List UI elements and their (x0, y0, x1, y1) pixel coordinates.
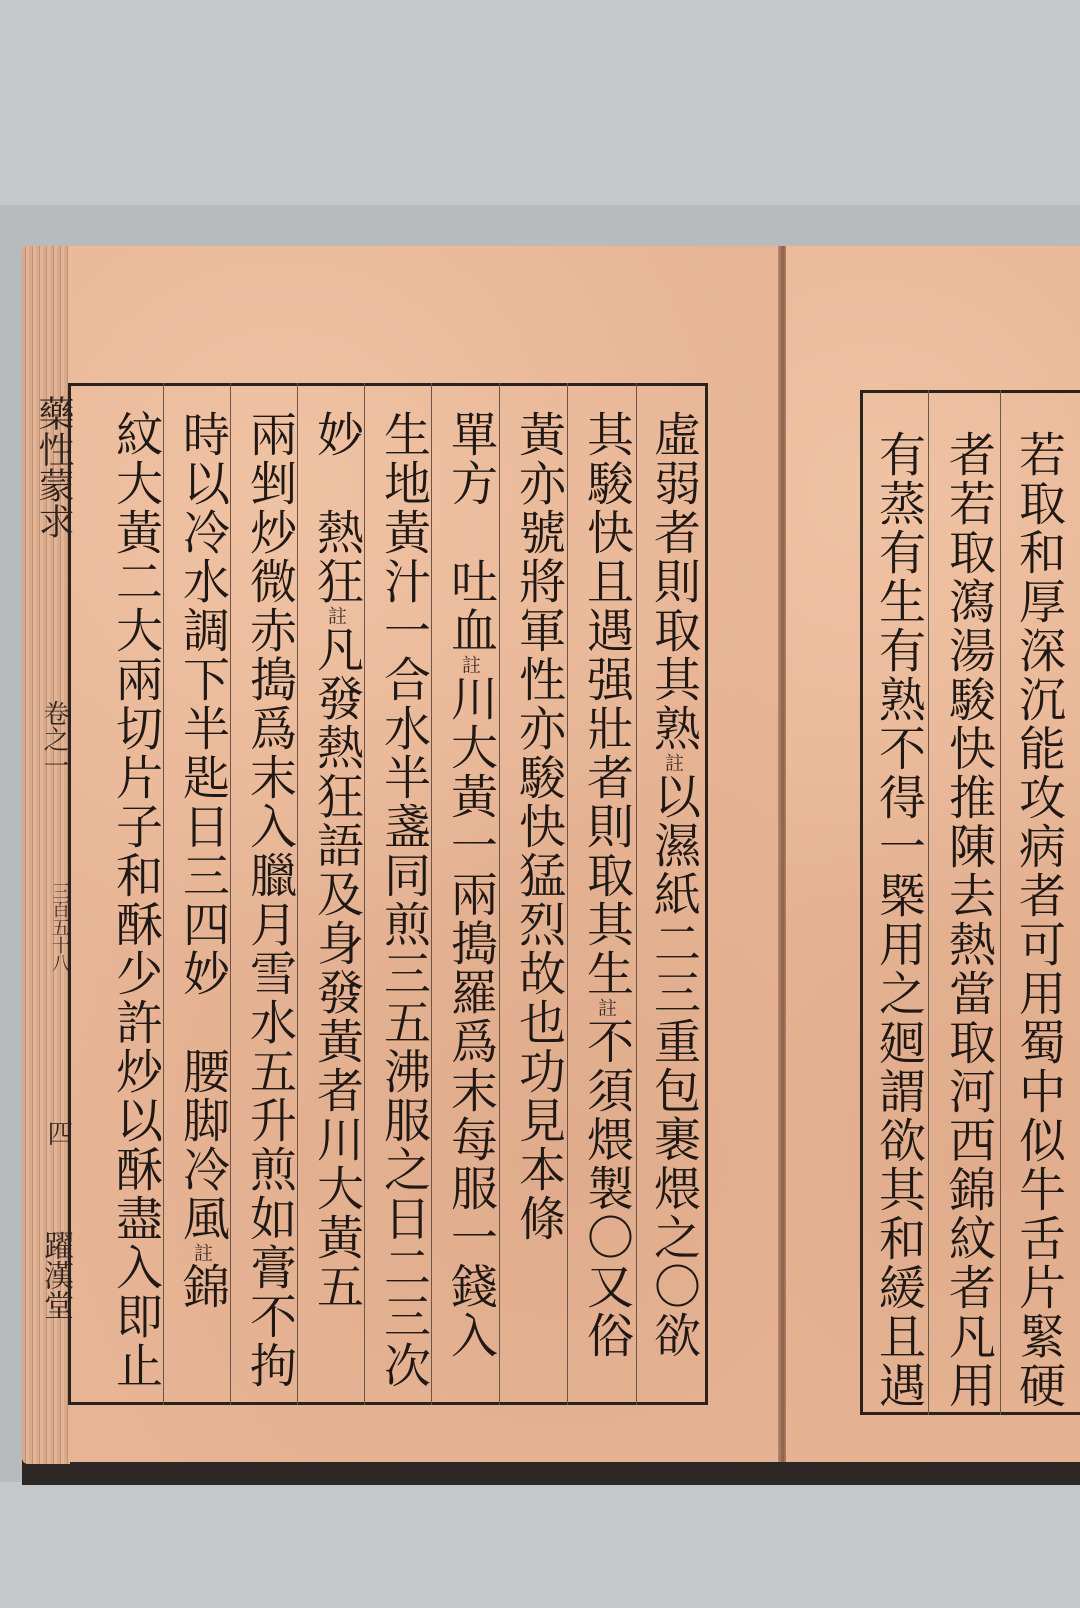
text-run: 錦 (175, 1262, 230, 1311)
text-column-4 (442, 410, 498, 1360)
column-rule (230, 383, 231, 1405)
text-run: 即止 (108, 1292, 163, 1390)
margin-leaf-number: 四 (43, 1120, 73, 1146)
spacer (443, 508, 498, 557)
column-rule (364, 383, 365, 1405)
margin-publisher: 躍漢堂 (38, 1230, 73, 1320)
text-run: 紋大黃二大兩切片子和酥少許炒以酥盡入 (108, 410, 163, 1292)
top-background (0, 0, 1080, 205)
column-rule (928, 390, 929, 1415)
text-column-9 (107, 410, 163, 1390)
annotation-mark: 註 (595, 998, 617, 1017)
text-run: 熱狂 (309, 508, 364, 606)
text-run: 不須煨製〇又 (579, 1017, 634, 1311)
annotation-mark: 註 (191, 1243, 213, 1262)
column-rule (567, 383, 568, 1405)
text-column-3 (510, 410, 566, 1243)
text-column-7 (241, 410, 297, 1390)
text-column-2 (578, 410, 634, 1360)
annotation-mark: 註 (662, 753, 684, 772)
text-run: 吐血 (443, 557, 498, 655)
column-rule (636, 383, 637, 1405)
text-run: 兩剉炒微赤搗爲末入臘月雪水五升煎如膏不拘 (242, 410, 297, 1390)
text-column-8 (174, 410, 230, 1311)
column-rule (297, 383, 298, 1405)
right-text-column-3 (870, 430, 926, 1410)
column-rule (163, 383, 164, 1405)
text-column-5 (375, 410, 431, 1390)
text-run: 者若取瀉湯駿快推陳去熱當取河西錦紋者凡用 (941, 430, 996, 1410)
margin-volume: 卷之一 (39, 700, 69, 778)
right-text-column-1 (1010, 430, 1066, 1410)
text-run: 川大黃一兩搗羅爲末每服一錢入 (443, 674, 498, 1360)
margin-title: 藥性蒙求 (33, 395, 74, 539)
bottom-background (0, 1482, 1080, 1608)
text-run: 其駿快且遇强壯者則取其生 (579, 410, 634, 998)
text-run: 生地黃汁一合水半盞同煎三五沸服之日二三次 (376, 410, 431, 1390)
text-run: 有蒸有生有熟不得一槩用之𢌞謂欲其和緩且遇 (871, 430, 926, 1410)
annotation-mark: 註 (459, 655, 481, 674)
text-run: 腰脚冷風 (175, 1047, 230, 1243)
text-run: 妙 (309, 410, 364, 459)
text-run: 時以冷水調下半匙日三四 (175, 410, 230, 949)
spacer (175, 998, 230, 1047)
column-rule (499, 383, 500, 1405)
text-run: 虛弱者則取其熟 (646, 410, 701, 753)
text-run: 凡發熱狂語及身發黃者川大黃五 (309, 625, 364, 1311)
text-run: 以濕紙二三重包裹煨之〇欲 (646, 772, 701, 1360)
right-text-column-2 (940, 430, 996, 1410)
text-run: 若取和厚深沉能攻病者可用蜀中似牛舌片緊硬 (1011, 430, 1066, 1410)
text-column-6 (308, 410, 364, 1311)
annotation-mark: 註 (325, 606, 347, 625)
text-run: 黃亦號將軍性亦駿快猛烈故也功見本條 (511, 410, 566, 1243)
margin-page-number: 三百五十八 (49, 882, 70, 972)
text-run: 妙 (175, 949, 230, 998)
text-run: 俗 (579, 1311, 634, 1360)
section-heading: 單方 (443, 410, 498, 508)
spacer (309, 459, 364, 508)
column-rule (431, 383, 432, 1405)
text-column-1 (645, 410, 701, 1360)
column-rule (1000, 390, 1001, 1415)
